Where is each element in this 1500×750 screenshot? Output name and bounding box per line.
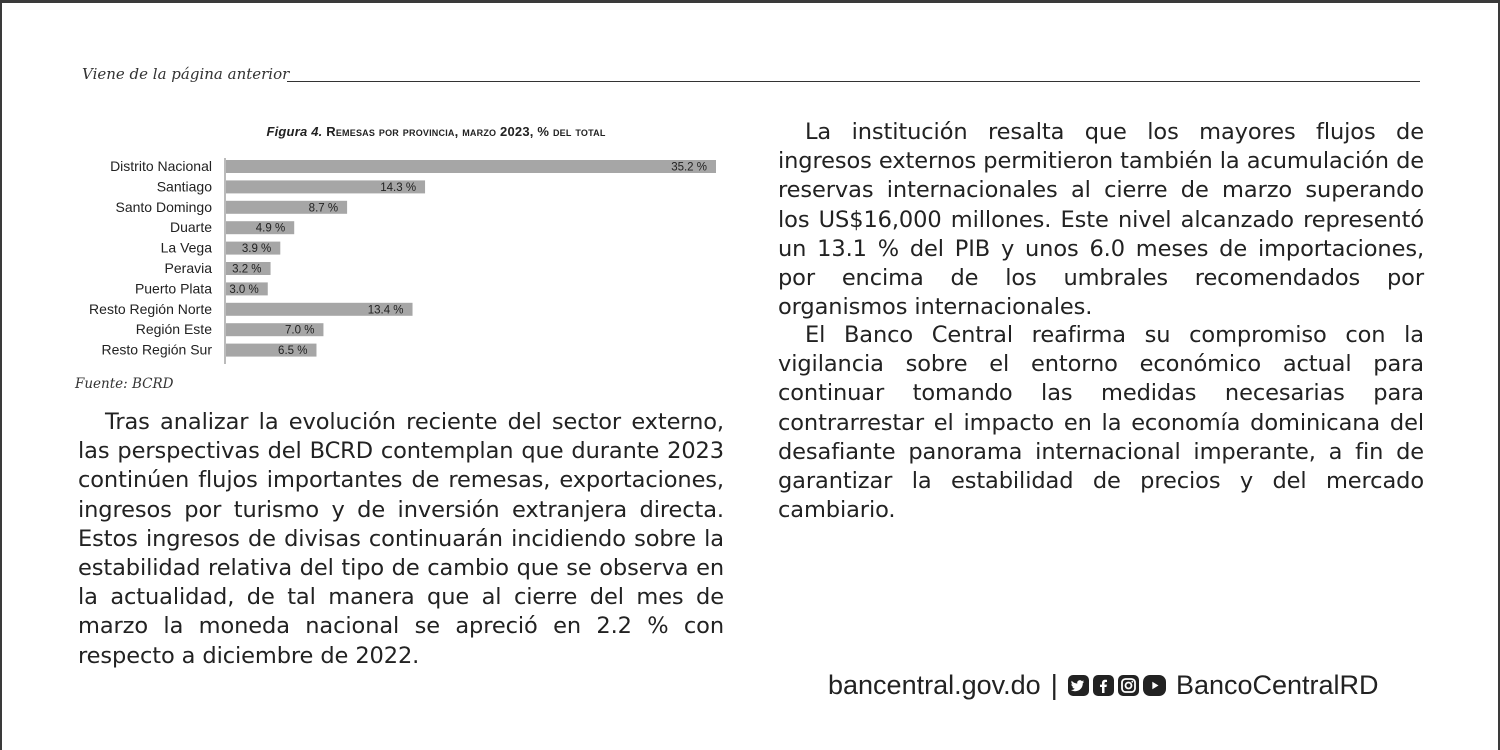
data-label: 8.7 %: [308, 202, 339, 215]
category-label: Peravia: [164, 260, 212, 276]
youtube-icon[interactable]: [1143, 675, 1166, 696]
body-paragraph-right-1: La institución resalta que los mayores flujos de ingresos externos permitieron también la acumulación de reservas internacionales al cierre de marzo superando los US$16,000 millones. Este nivel alcanzado representó un 13.1 % del PIB y unos 6.0 meses de importaciones, por encima de los umbrales recomendados por organismos internacionales.: [778, 119, 1424, 321]
bar: [226, 160, 716, 173]
figure-source: Fuente: BCRD: [75, 376, 174, 392]
data-label: 35.2 %: [671, 161, 707, 174]
social-handle[interactable]: BancoCentralRD: [1175, 669, 1379, 700]
category-label: Duarte: [169, 219, 212, 236]
twitter-icon[interactable]: [1068, 675, 1089, 696]
header-rule: [287, 81, 1420, 82]
category-label: Distrito Nacional: [110, 158, 212, 174]
category-label: Santiago: [156, 178, 212, 195]
category-label: Santo Domingo: [115, 198, 212, 215]
data-label: 3.9 %: [241, 243, 272, 256]
remittances-bar-chart: [2, 153, 762, 368]
data-label: 3.2 %: [232, 263, 262, 276]
data-label: 7.0 %: [285, 324, 315, 337]
footer: [828, 665, 1379, 705]
figure-label: Figura 4.: [266, 124, 323, 139]
category-label: Puerto Plata: [134, 280, 212, 297]
body-paragraph-left: Tras analizar la evolución reciente del sector externo, las perspectivas del BCRD contemplan que durante 2023 continúen flujos importantes de remesas, exportaciones, ingresos por turismo y de inversión extranjera directa. Estos ingresos de divisas continuarán incidiendo sobre la estabilidad relativa del tipo de cambio que se observa en la actualidad, de tal manera que al cierre del mes de marzo la moneda nacional se apreció en 2.2 % con respecto a diciembre de 2022.: [78, 409, 724, 669]
data-label: 3.0 %: [229, 283, 259, 296]
figure-caption-text: Remesas por provincia, marzo 2023, % del total: [326, 124, 606, 139]
data-label: 14.3 %: [380, 181, 417, 194]
website-link[interactable]: bancentral.gov.do: [828, 669, 1041, 700]
body-paragraph-right-2: El Banco Central reafirma su compromiso con la vigilancia sobre el entorno económico actual para continuar tomando las medidas necesarias para contrarrestar el impacto en la economía dominicana del desafiante panorama internacional imperante, a fin de garantizar la estabilidad de precios y del mercado cambiario.: [778, 322, 1424, 524]
category-label: La Vega: [160, 239, 212, 256]
footer-separator: |: [1050, 669, 1058, 700]
data-label: 6.5 %: [278, 345, 308, 358]
figure-caption: [2, 124, 870, 139]
category-label: Resto Región Norte: [89, 300, 212, 317]
data-label: 4.9 %: [255, 222, 286, 235]
continued-note: Viene de la página anterior: [82, 65, 290, 83]
facebook-icon[interactable]: [1093, 675, 1114, 696]
category-label: Región Este: [135, 321, 212, 338]
instagram-icon[interactable]: [1118, 675, 1139, 696]
category-label: Resto Región Sur: [101, 341, 212, 358]
data-label: 13.4 %: [367, 304, 404, 317]
